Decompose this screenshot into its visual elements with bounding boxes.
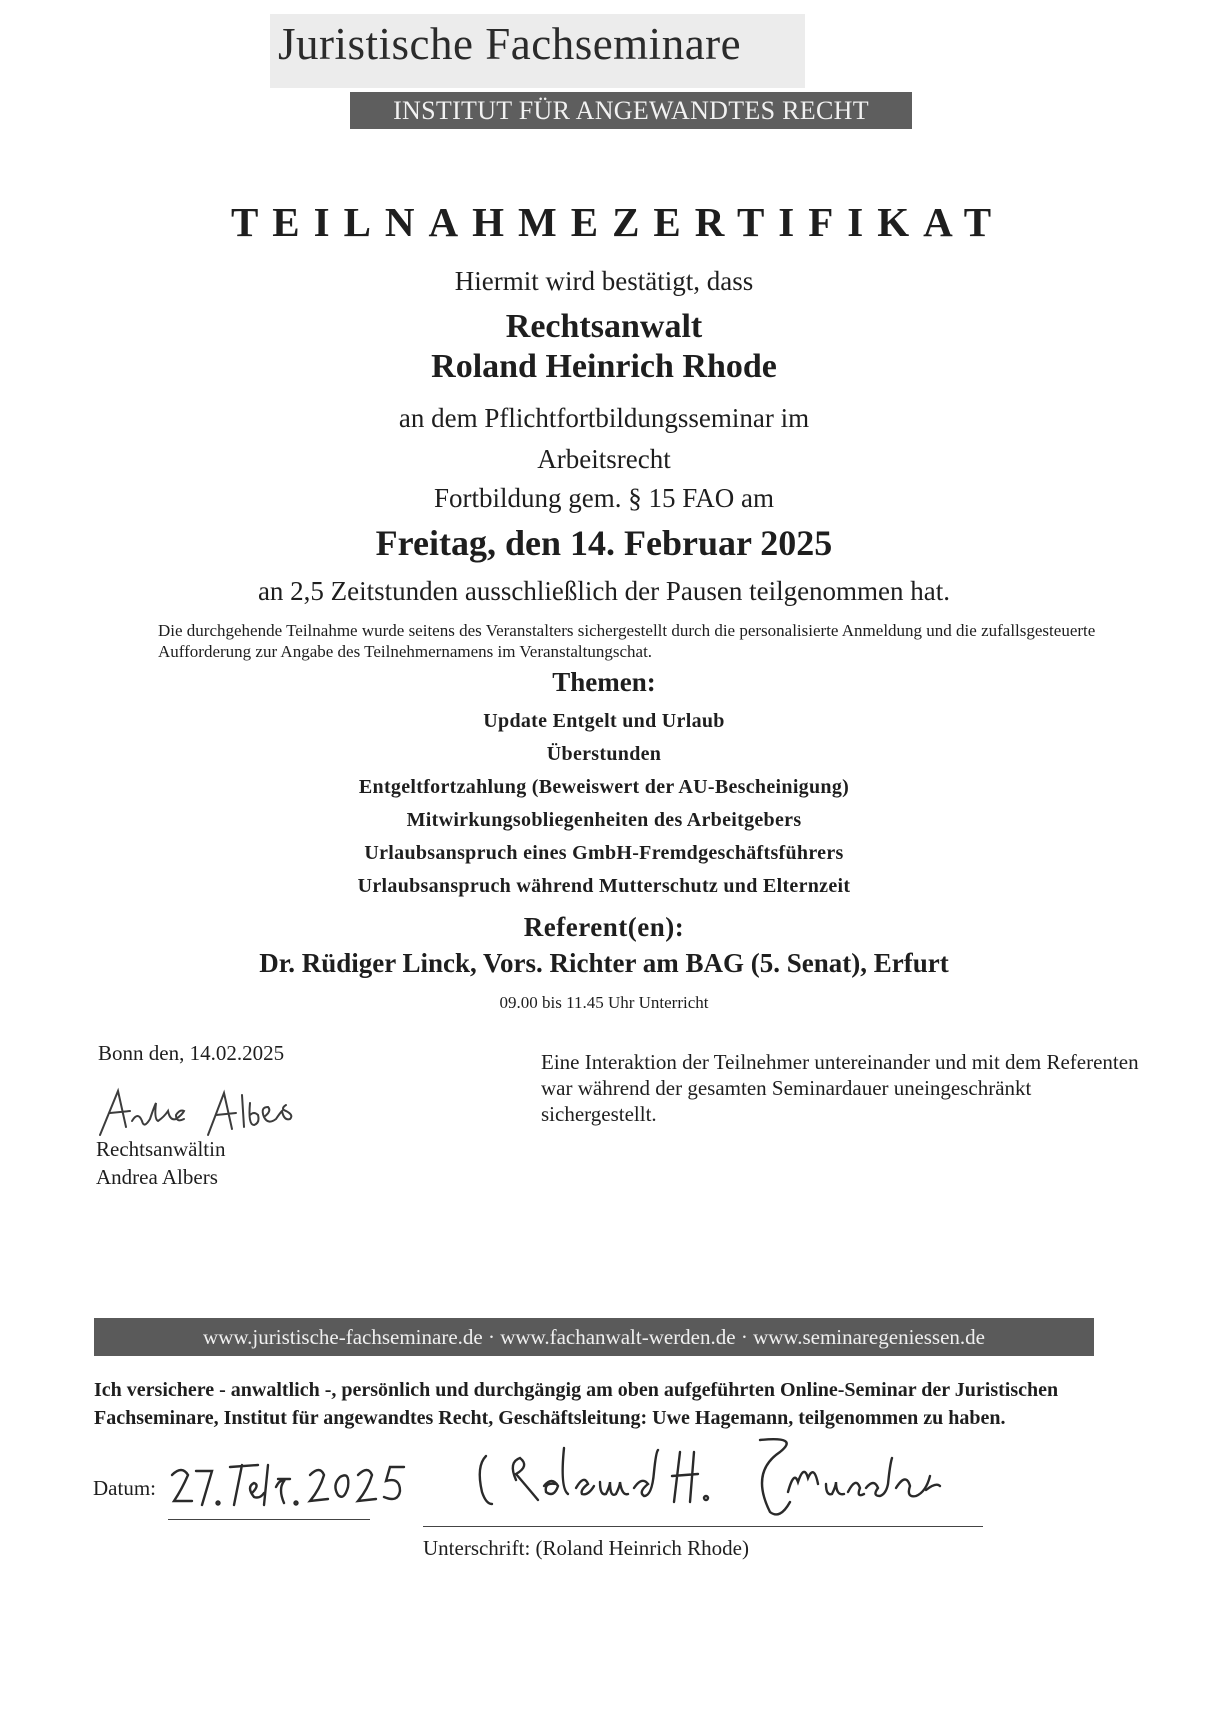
topics-heading: Themen: bbox=[552, 667, 656, 697]
topic-item: Entgeltfortzahlung (Beweiswert der AU-Bescheinigung) bbox=[358, 776, 850, 798]
topic-item: Urlaubsanspruch eines GmbH-Fremdgeschäftsführers bbox=[364, 842, 844, 864]
session-time: 09.00 bis 11.45 Uhr Unterricht bbox=[499, 993, 709, 1012]
issue-place-date: Bonn den, 14.02.2025 bbox=[98, 1041, 285, 1065]
signature-caption: Unterschrift: (Roland Heinrich Rhode) bbox=[423, 1536, 749, 1560]
seminar-date: Freitag, den 14. Februar 2025 bbox=[375, 523, 833, 563]
seminar-line-3: Fortbildung gem. § 15 FAO am bbox=[434, 483, 774, 513]
issuer-signature bbox=[96, 1083, 306, 1143]
certificate-title: TEILNAHMEZERTIFIKAT bbox=[230, 199, 1006, 245]
topic-item: Mitwirkungsobliegenheiten des Arbeitgebers bbox=[406, 809, 802, 831]
handwritten-date bbox=[168, 1457, 428, 1517]
seminar-line-1: an dem Pflichtfortbildungsseminar im bbox=[398, 403, 810, 433]
signature-line bbox=[423, 1526, 983, 1527]
intro-text: Hiermit wird bestätigt, dass bbox=[454, 266, 754, 296]
seminar-subject: Arbeitsrecht bbox=[537, 444, 671, 474]
logo-subtitle-bar: INSTITUT FÜR ANGEWANDTES RECHT bbox=[350, 92, 912, 129]
topic-item: Überstunden bbox=[546, 743, 662, 765]
topic-item: Urlaubsanspruch während Mutterschutz und Elternzeit bbox=[357, 875, 851, 897]
seminar-hours: an 2,5 Zeitstunden ausschließlich der Pausen teilgenommen hat. bbox=[257, 576, 951, 606]
participant-title: Rechtsanwalt bbox=[505, 308, 703, 345]
date-label: Datum: bbox=[93, 1476, 156, 1500]
attendance-declaration: Ich versichere - anwaltlich -, persönlich und durchgängig am oben aufgeführten Online-Seminar der Juristischen Fachseminare, Institut für angewandtes Recht, Geschäftsleitung: Uwe Hagemann, teilgenommen zu haben. bbox=[94, 1379, 1059, 1429]
website-links-bar: www.juristische-fachseminare.de · www.fachanwalt-werden.de · www.seminaregeniessen.de bbox=[94, 1318, 1094, 1356]
speaker-name: Dr. Rüdiger Linck, Vors. Richter am BAG (5. Senat), Erfurt bbox=[259, 948, 949, 978]
participant-name: Roland Heinrich Rhode bbox=[431, 348, 777, 385]
speakers-heading: Referent(en): bbox=[523, 912, 685, 942]
logo-title: Juristische Fachseminare bbox=[278, 19, 742, 69]
topic-item: Update Entgelt und Urlaub bbox=[483, 710, 725, 732]
participation-note: Die durchgehende Teilnahme wurde seitens des Veranstalters sichergestellt durch die personalisierte Anmeldung und die zufallsgesteuerte Aufforderung zur Angabe des Teilnehmernamens im Veranstaltungschat. bbox=[158, 621, 1096, 661]
issuer-title: Rechtsanwältin bbox=[96, 1137, 226, 1161]
issuer-name: Andrea Albers bbox=[96, 1165, 218, 1189]
interaction-note: Eine Interaktion der Teilnehmer untereinander und mit dem Referenten war während der gesamten Seminardauer uneingeschränkt sichergestellt. bbox=[541, 1050, 1139, 1126]
date-underline bbox=[168, 1519, 370, 1520]
